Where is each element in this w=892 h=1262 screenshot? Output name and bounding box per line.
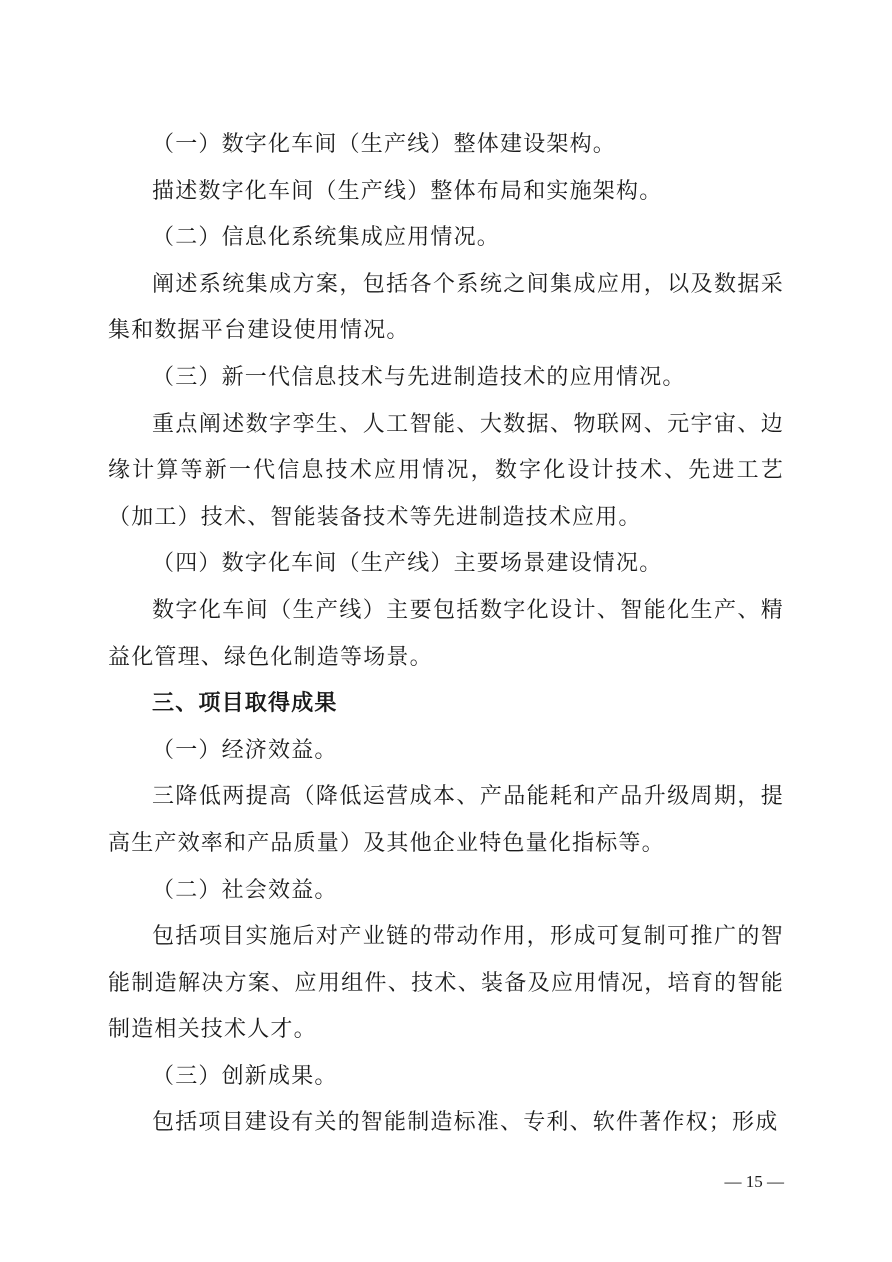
subheading-system-integration: （二）信息化系统集成应用情况。 [152,225,501,251]
body-workshop-layout: 描述数字化车间（生产线）整体布局和实施架构。 [152,178,663,204]
subheading-social-benefits: （二）社会效益。 [152,877,338,903]
subheading-innovation-results: （三）创新成果。 [152,1063,338,1089]
body-economic-benefits: 三降低两提高（降低运营成本、产品能耗和产品升级周期，提高生产效率和产品质量）及其他企业特色量化指标等。 [108,784,784,856]
body-system-integration: 阐述系统集成方案，包括各个系统之间集成应用，以及数据采集和数据平台建设使用情况。 [108,271,784,344]
subheading-digital-workshop-architecture: （一）数字化车间（生产线）整体建设架构。 [152,132,617,157]
body-social-benefits: 包括项目实施后对产业链的带动作用，形成可复制可推广的智能制造解决方案、应用组件、技术、装备及应用情况，培育的智能制造相关技术人才。 [108,924,784,1043]
page-number: — 15 — [724,1172,784,1191]
subheading-economic-benefits: （一）经济效益。 [152,737,338,763]
section-heading-project-results: 三、项目取得成果 [152,691,338,717]
document-body [108,122,784,1147]
subheading-main-scenarios: （四）数字化车间（生产线）主要场景建设情况。 [152,551,663,577]
body-new-tech-application: 重点阐述数字孪生、人工智能、大数据、物联网、元宇宙、边缘计算等新一代信息技术应用情况，数字化设计技术、先进工艺（加工）技术、智能装备技术等先进制造技术应用。 [108,411,784,530]
body-innovation-results: 包括项目建设有关的智能制造标准、专利、软件著作权；形成 [152,1110,779,1136]
subheading-new-tech-application: （三）新一代信息技术与先进制造技术的应用情况。 [152,364,686,390]
body-main-scenarios: 数字化车间（生产线）主要包括数字化设计、智能化生产、精益化管理、绿色化制造等场景。 [108,597,784,670]
